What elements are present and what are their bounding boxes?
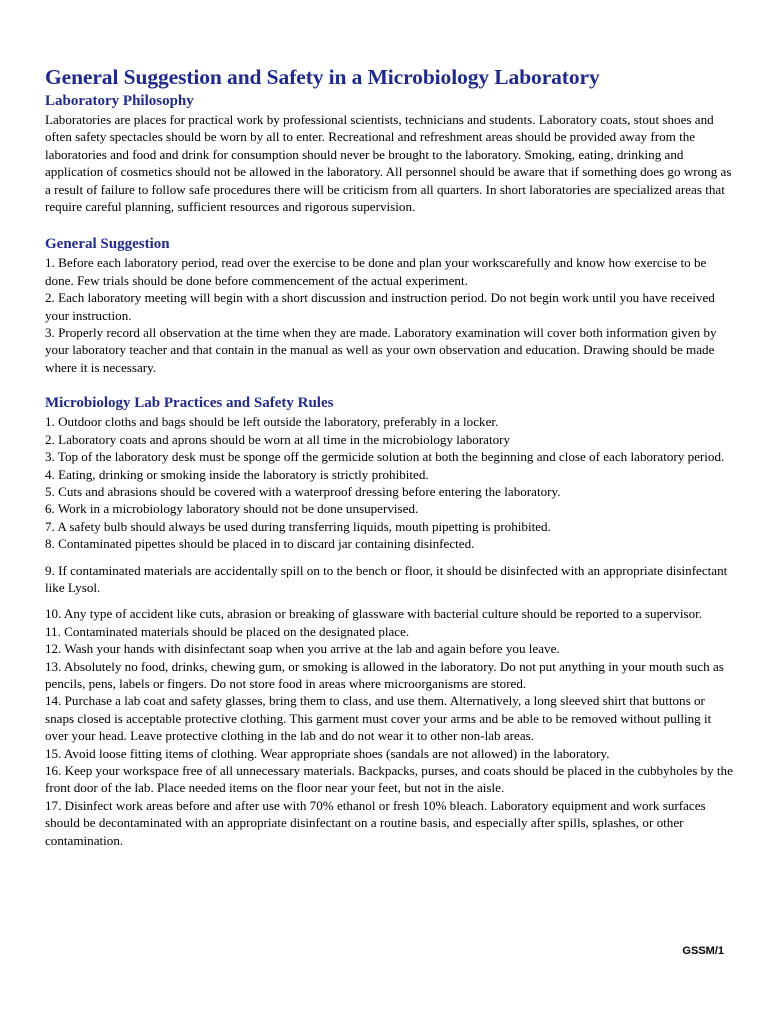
list-item: 7. A safety bulb should always be used during transferring liquids, mouth pipetting is prohibited. [45, 518, 551, 534]
list-item: 17. Disinfect work areas before and after use with 70% ethanol or fresh 10% bleach. Laboratory equipment and work surfaces should be decontaminated with an appropriate disinfectant on a routine basis, and especially after spills, splashes, or other contamination. [45, 797, 706, 848]
list-item: 6. Work in a microbiology laboratory should not be done unsupervised. [45, 501, 419, 517]
list-item: 8. Contaminated pipettes should be placed in to discard jar containing disinfected. [45, 536, 475, 552]
paragraph: Laboratories are places for practical work by professional scientists, technicians and students. Laboratory coats, stout shoes and often safety spectacles should be worn by all to enter. Recreational and refreshment areas should be provided away from the laboratories and food and drink for consumption should never be brought to the laboratory. Smoking, eating, drinking and application of cosmetics should not be allowed in the laboratory. All personnel should be aware that if something does go wrong as a result of failure to follow safe procedures there will be criticism from all quarters. In short laboratories are specialized areas that require careful planning, sufficient resources and rigorous supervision. [45, 112, 732, 215]
list-item: 11. Contaminated materials should be placed on the designated place. [45, 623, 410, 639]
list-item: 12. Wash your hands with disinfectant soap when you arrive at the lab and again before you leave. [45, 641, 560, 657]
list-item: 10. Any type of accident like cuts, abrasion or breaking of glassware with bacterial culture should be reported to a supervisor. [45, 606, 703, 622]
list-item: 9. If contaminated materials are accidentally spill on to the bench or floor, it should be disinfected with an appropriate disinfectant like Lysol. [45, 562, 728, 595]
list-item: 2. Laboratory coats and aprons should be worn at all time in the microbiology laboratory [45, 431, 511, 447]
list-item: 13. Absolutely no food, drinks, chewing gum, or smoking is allowed in the laboratory. Do not put anything in your mouth such as pencils, pens, labels or fingers. Do not store food in areas where microorganisms are stored. [45, 658, 724, 691]
list-item: 14. Purchase a lab coat and safety glasses, bring them to class, and use them. Alternatively, a long sleeved shirt that buttons or snaps closed is acceptable protective clothing. This garment must cover your arms and be able to be removed without pulling it over your head. Leave protective clothing in the lab and do not wear it to other non-lab areas. [45, 693, 712, 744]
list-item: 16. Keep your workspace free of all unnecessary materials. Backpacks, purses, and coats should be placed in the cubbyholes by the front door of the lab. Place needed items on the floor near your feet, but not in the aisle. [45, 763, 733, 796]
list-item: 3. Top of the laboratory desk must be sponge off the germicide solution at both the beginning and close of each laboratory period. [45, 449, 725, 465]
list-item: 1. Before each laboratory period, read over the exercise to be done and plan your workscarefully and know how exercise to be done. Few trials should be done before commencement of the actual experiment. [45, 255, 707, 288]
list-item: 15. Avoid loose fitting items of clothing. Wear appropriate shoes (sandals are not allowed) in the laboratory. [45, 745, 610, 761]
list-item: 4. Eating, drinking or smoking inside the laboratory is strictly prohibited. [45, 466, 429, 482]
section-heading: Laboratory Philosophy [45, 93, 194, 109]
section-safety-rules [45, 394, 735, 849]
page-footer-code: GSSM/1 [682, 945, 724, 957]
section-general-suggestion [45, 235, 735, 376]
section-heading: General Suggestion [45, 236, 170, 253]
list-item: 2. Each laboratory meeting will begin with a short discussion and instruction period. Do not begin work until you have received your instruction. [45, 290, 715, 323]
list-item: 3. Properly record all observation at the time when they are made. Laboratory examination will cover both information given by your laboratory teacher and that contain in the manual as well as your own observation and education. Drawing should be made where it is necessary. [45, 325, 717, 375]
document-page [45, 64, 735, 849]
section-laboratory-philosophy [45, 92, 735, 215]
section-heading: Microbiology Lab Practices and Safety Rules [45, 395, 334, 412]
page-title: General Suggestion and Safety in a Microbiology Laboratory [45, 65, 600, 89]
list-item: 1. Outdoor cloths and bags should be left outside the laboratory, preferably in a locker. [45, 414, 499, 430]
list-item: 5. Cuts and abrasions should be covered with a waterproof dressing before entering the laboratory. [45, 483, 561, 499]
